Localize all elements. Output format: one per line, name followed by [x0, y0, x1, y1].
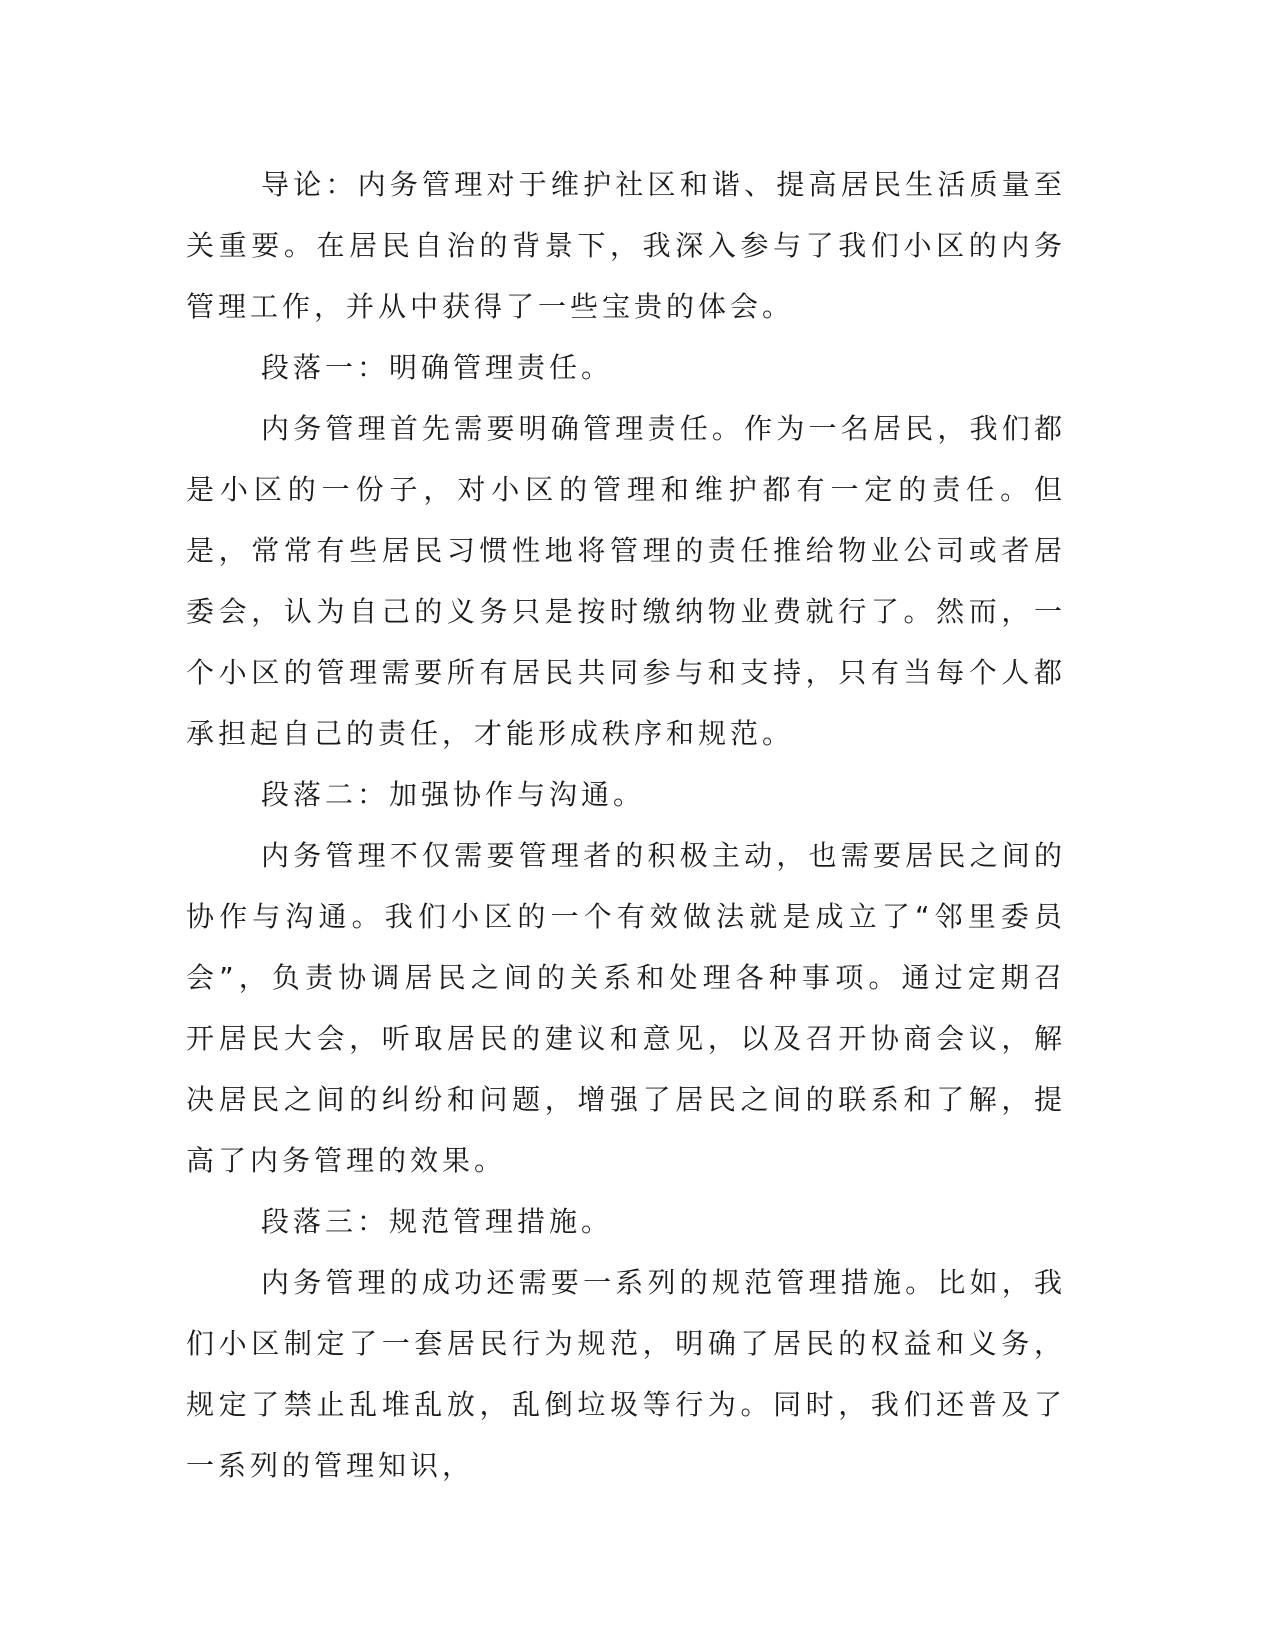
- section-heading-1: 段落一：明确管理责任。: [261, 351, 614, 384]
- document-body: [186, 154, 1066, 1496]
- section-heading-3: 段落三：规范管理措施。: [261, 1205, 614, 1238]
- section-heading-2: 段落二：加强协作与沟通。: [261, 778, 646, 811]
- paragraph-introduction: 导论：内务管理对于维护社区和谐、提高居民生活质量至关重要。在居民自治的背景下，我深入参与了我们小区的内务管理工作，并从中获得了一些宝贵的体会。: [186, 168, 1066, 323]
- paragraph-section-1: 内务管理首先需要明确管理责任。作为一名居民，我们都是小区的一份子，对小区的管理和维护都有一定的责任。但是，常常有些居民习惯性地将管理的责任推给物业公司或者居委会，认为自己的义务只是按时缴纳物业费就行了。然而，一个小区的管理需要所有居民共同参与和支持，只有当每个人都承担起自己的责任，才能形成秩序和规范。: [186, 412, 1066, 750]
- paragraph-section-3: 内务管理的成功还需要一系列的规范管理措施。比如，我们小区制定了一套居民行为规范，明确了居民的权益和义务，规定了禁止乱堆乱放，乱倒垃圾等行为。同时，我们还普及了一系列的管理知识，: [186, 1266, 1066, 1482]
- paragraph-section-2: 内务管理不仅需要管理者的积极主动，也需要居民之间的协作与沟通。我们小区的一个有效做法就是成立了“邻里委员会”，负责协调居民之间的关系和处理各种事项。通过定期召开居民大会，听取居民的建议和意见，以及召开协商会议，解决居民之间的纠纷和问题，增强了居民之间的联系和了解，提高了内务管理的效果。: [186, 839, 1066, 1177]
